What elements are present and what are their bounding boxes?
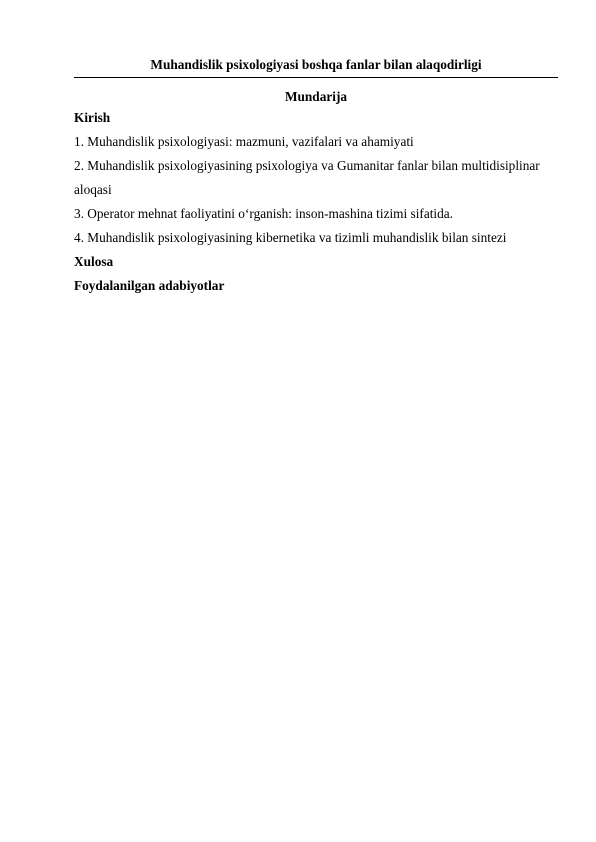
- toc-item-section-2-continued: aloqasi: [74, 182, 112, 197]
- toc-item-section-4: 4. Muhandislik psixologiyasining kibernetika va tizimli muhandislik bilan sintezi: [74, 230, 507, 245]
- toc-item-introduction: Kirish: [74, 110, 111, 125]
- toc-item-conclusion: Xulosa: [74, 254, 114, 269]
- toc-item-section-1: 1. Muhandislik psixologiyasi: mazmuni, vazifalari va ahamiyati: [74, 134, 414, 149]
- title-underline-rule: [74, 77, 558, 78]
- toc-heading: Mundarija: [284, 89, 348, 104]
- toc-item-section-3: 3. Operator mehnat faoliyatini o‘rganish: inson-mashina tizimi sifatida.: [74, 206, 453, 221]
- toc-item-section-2: 2. Muhandislik psixologiyasining psixologiya va Gumanitar fanlar bilan multidisiplinar: [74, 158, 540, 173]
- document-title: Muhandislik psixologiyasi boshqa fanlar bilan alaqodirligi: [150, 57, 482, 72]
- toc-item-references: Foydalanilgan adabiyotlar: [74, 278, 225, 293]
